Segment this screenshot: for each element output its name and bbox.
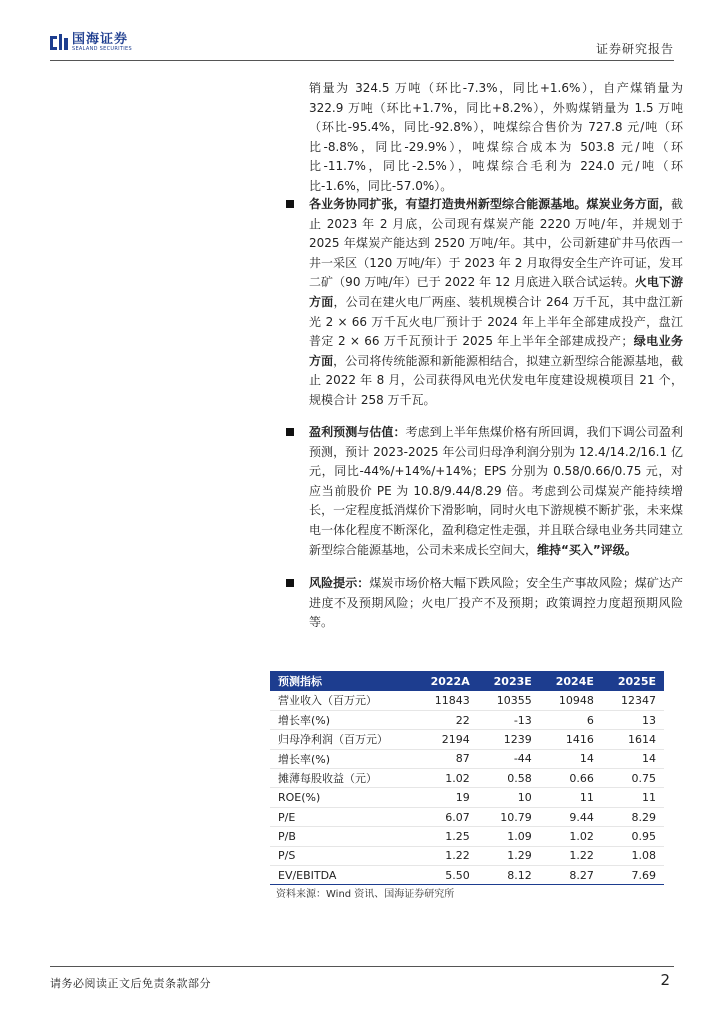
report-type-label: 证券研究报告 [595,42,674,56]
table-row [270,866,664,885]
bullet-square-icon [286,200,294,208]
risk-heading: 风险提示： [309,576,370,590]
cell: 1.02 [540,827,602,846]
cell: 1.08 [602,846,664,865]
row-label: P/B [270,827,414,846]
table-row [270,788,664,807]
thermal-power-text: ，公司在建火电厂两座、装机规模合计 264 万千瓦，其中盘江新光 2 × 66 万千瓦火电厂预计于 2024 年上半年全部建成投产，盘江普定 2 × 66 万千瓦预计于 2025 年上半年全部建成投产； [309,294,683,349]
earnings-forecast-paragraph [309,423,683,560]
table-row [270,730,664,749]
row-label: ROE(%) [270,788,414,807]
table-row [270,749,664,768]
green-power-text: ，公司将传统能源和新能源相结合，拟建立新型综合能源基地，截止 2022 年 8 月，公司获得风电光伏发电年度建设规模项目 21 个，规模合计 258 万千瓦。 [309,353,683,407]
table-row [270,710,664,729]
cell: 22 [414,710,477,729]
cell: 6 [540,710,602,729]
header-divider [50,60,674,61]
disclaimer-note: 请务必阅读正文后免责条款部分 [50,977,211,990]
logo-name-cn: 国海证券 [72,31,129,47]
table-row [270,827,664,846]
row-label: P/E [270,807,414,826]
table-header-row [270,671,664,691]
row-label: P/S [270,846,414,865]
cell: 1416 [540,730,602,749]
cell: -13 [478,710,540,729]
cell: 1614 [602,730,664,749]
cell: 13 [602,710,664,729]
business-expansion-paragraph [309,195,683,411]
cell: -44 [478,749,540,768]
cell: 0.75 [602,769,664,788]
bullet-square-icon [286,579,294,587]
header-cell: 2023E [478,671,540,691]
cell: 10948 [540,691,602,710]
earnings-forecast-heading: 盈利预测与估值： [309,425,406,439]
row-label: 营业收入（百万元） [270,691,414,710]
footer-divider [50,966,674,967]
risk-paragraph [309,574,683,633]
table-row [270,769,664,788]
cell: 8.12 [478,866,540,885]
header-cell: 预测指标 [270,671,414,691]
cell: 9.44 [540,807,602,826]
cell: 5.50 [414,866,477,885]
header-cell: 2025E [602,671,664,691]
cell: 1.22 [540,846,602,865]
earnings-forecast-text: 考虑到上半年焦煤价格有所回调，我们下调公司盈利预测，预计 2023-2025 年公司归母净利润分别为 12.4/14.2/16.1 亿元，同比-44%/+14%/+14%；EPS 分别为 0.58/0.66/0.75 元，对应当前股价 PE 为 10.8/9.44/8.29 倍。考虑到公司煤炭产能持续增长，一定程度抵消煤价下滑影响，同时火电下游规模不断扩张，未来煤电一体化程度不断深化，盈利稳定性走强，并且联合绿电业务共同建立新型综合能源基地，公司未来成长空间大， [309,425,683,557]
cell: 11 [602,788,664,807]
header-cell: 2024E [540,671,602,691]
cell: 1.25 [414,827,477,846]
cell: 0.95 [602,827,664,846]
logo-name-en: SEALAND SECURITIES [72,45,132,52]
risk-text: 煤炭市场价格大幅下跌风险；安全生产事故风险；煤矿达产进度不及预期风险；火电厂投产不及预期；政策调控力度超预期风险等。 [309,576,683,630]
row-label: 增长率(%) [270,710,414,729]
cell: 11 [540,788,602,807]
cell: 10355 [478,691,540,710]
logo-mark-icon [50,34,69,50]
page-number: 2 [660,971,670,989]
table-row [270,691,664,710]
cell: 12347 [602,691,664,710]
cell: 8.27 [540,866,602,885]
thermal-power-heading: 火电下游方面 [309,275,683,309]
table-row [270,846,664,865]
cell: 8.29 [602,807,664,826]
rating-text: 维持“买入”评级。 [537,542,637,557]
cell: 1.22 [414,846,477,865]
company-logo [50,33,132,51]
cell: 1239 [478,730,540,749]
cell: 1.29 [478,846,540,865]
table-row [270,807,664,826]
cell: 19 [414,788,477,807]
cell: 10 [478,788,540,807]
header-cell: 2022A [414,671,477,691]
row-label: EV/EBITDA [270,866,414,885]
row-label: 摊薄每股收益（元） [270,769,414,788]
cell: 10.79 [478,807,540,826]
coal-business-text: 截止 2023 年 2 月底，公司现有煤炭产能 2220 万吨/年，并规划于 2025 年煤炭产能达到 2520 万吨/年。其中，公司新建矿井马依西一井一采区（120 万吨/年）于 2023 年 2 月取得安全生产许可证，发耳二矿（90 万吨/年）已于 2022 年 12 月底进入联合试运转。 [309,197,683,290]
cell: 1.09 [478,827,540,846]
cell: 2194 [414,730,477,749]
cell: 14 [602,749,664,768]
cell: 11843 [414,691,477,710]
business-expansion-heading: 各业务协同扩张，有望打造贵州新型综合能源基地。煤炭业务方面， [309,197,671,211]
green-power-heading: 绿电业务方面 [309,334,683,368]
bullet-square-icon [286,428,294,436]
row-label: 增长率(%) [270,749,414,768]
forecast-table-container [270,671,664,885]
cell: 0.66 [540,769,602,788]
cell: 6.07 [414,807,477,826]
cell: 1.02 [414,769,477,788]
sales-summary-paragraph: 销量为 324.5 万吨（环比-7.3%，同比+1.6%），自产煤销量为 322.9 万吨（环比+1.7%，同比+8.2%），外购煤销量为 1.5 万吨（环比-95.4%，同比-92.8%），吨煤综合售价为 727.8 元/吨（环比-8.8%，同比-29.9%），吨煤综合成本为 503.8 元/吨（环比-11.7%，同比-2.5%），吨煤综合毛利为 224.0 元/吨（环比-1.6%，同比-57.0%）。 [309,81,683,193]
table-source-note: 资料来源：Wind 资讯、国海证券研究所 [276,889,455,900]
cell: 14 [540,749,602,768]
cell: 0.58 [478,769,540,788]
cell: 87 [414,749,477,768]
cell: 7.69 [602,866,664,885]
page-header [0,0,724,62]
row-label: 归母净利润（百万元） [270,730,414,749]
forecast-table [270,671,664,885]
